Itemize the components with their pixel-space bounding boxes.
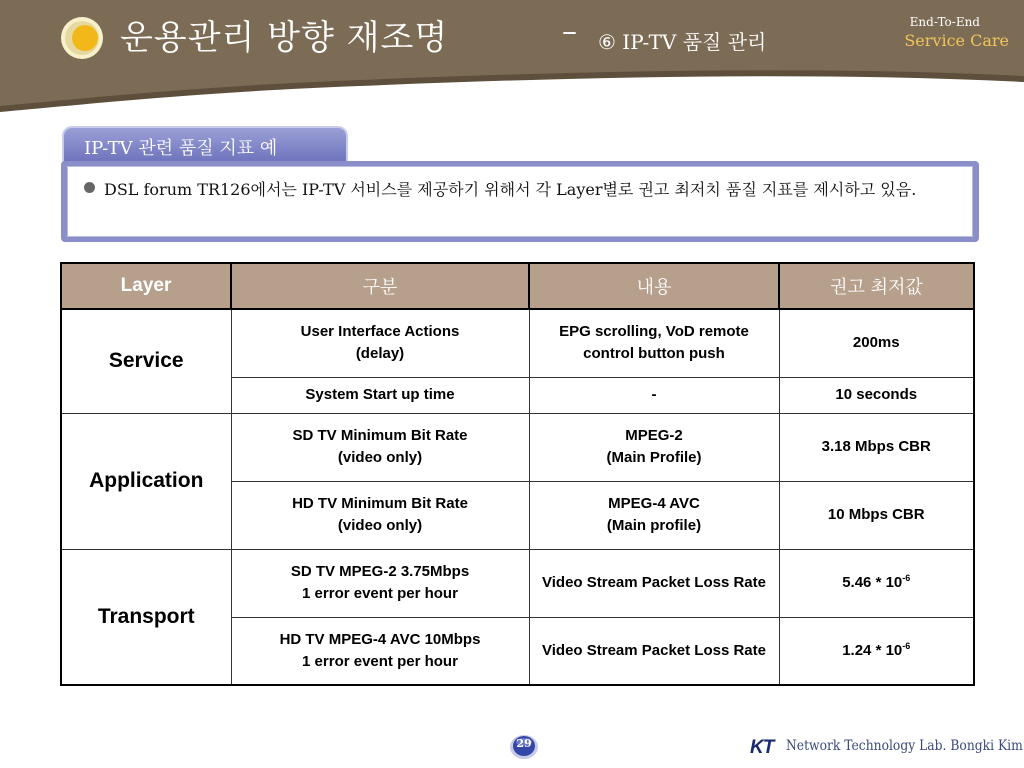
page-title: 운용관리 방향 재조명 (120, 18, 449, 58)
footer-credit: Network Technology Lab. Bongki Kim (786, 738, 1023, 754)
content-cell: Video Stream Packet Loss Rate (529, 549, 779, 617)
brand-tagline-top: End-To-End (909, 15, 980, 29)
quality-spec-table (60, 262, 975, 686)
kt-logo: KT (750, 737, 774, 758)
content-cell: MPEG-4 AVC (Main profile) (529, 481, 779, 549)
table-row (61, 413, 974, 481)
content-cell: Video Stream Packet Loss Rate (529, 617, 779, 685)
bullet-icon (84, 182, 95, 193)
layer-cell-transport: Transport (61, 549, 231, 685)
brand-tagline-bottom: Service Care (904, 31, 1009, 50)
title-separator: – (562, 14, 577, 49)
layer-cell-service: Service (61, 309, 231, 413)
value-cell: 200ms (779, 309, 974, 377)
value-cell: 3.18 Mbps CBR (779, 413, 974, 481)
page-subtitle: ⑥ IP-TV 품질 관리 (598, 30, 767, 54)
sun-circle-icon (60, 16, 104, 60)
metric-cell: SD TV Minimum Bit Rate (video only) (231, 413, 529, 481)
metric-cell: User Interface Actions (delay) (231, 309, 529, 377)
value-cell: 10 seconds (779, 377, 974, 413)
content-cell: - (529, 377, 779, 413)
value-cell: $1.24 * 10^{-6}$ (779, 617, 974, 685)
content-cell: MPEG-2 (Main Profile) (529, 413, 779, 481)
header-category: 구분 (231, 263, 529, 309)
table-header-row (61, 263, 974, 309)
metric-cell: SD TV MPEG-2 3.75Mbps 1 error event per hour (231, 549, 529, 617)
table-row (61, 549, 974, 617)
page-number: 29 (516, 737, 532, 750)
layer-cell-application: Application (61, 413, 231, 549)
metric-cell: HD TV Minimum Bit Rate (video only) (231, 481, 529, 549)
table-row (61, 309, 974, 377)
note-text: DSL forum TR126에서는 IP-TV 서비스를 제공하기 위해서 각 Layer별로 권고 최저치 품질 지표를 제시하고 있음. (104, 180, 917, 199)
header-layer: Layer (61, 263, 231, 309)
value-cell: 10 Mbps CBR (779, 481, 974, 549)
section-tab-label: IP-TV 관련 품질 지표 예 (84, 138, 278, 159)
metric-cell: System Start up time (231, 377, 529, 413)
metric-cell: HD TV MPEG-4 AVC 10Mbps 1 error event per hour (231, 617, 529, 685)
value-cell: $5.46 * 10^{-6}$ (779, 549, 974, 617)
header-min-value: 권고 최저값 (779, 263, 974, 309)
content-cell: EPG scrolling, VoD remote control button push (529, 309, 779, 377)
header-content: 내용 (529, 263, 779, 309)
